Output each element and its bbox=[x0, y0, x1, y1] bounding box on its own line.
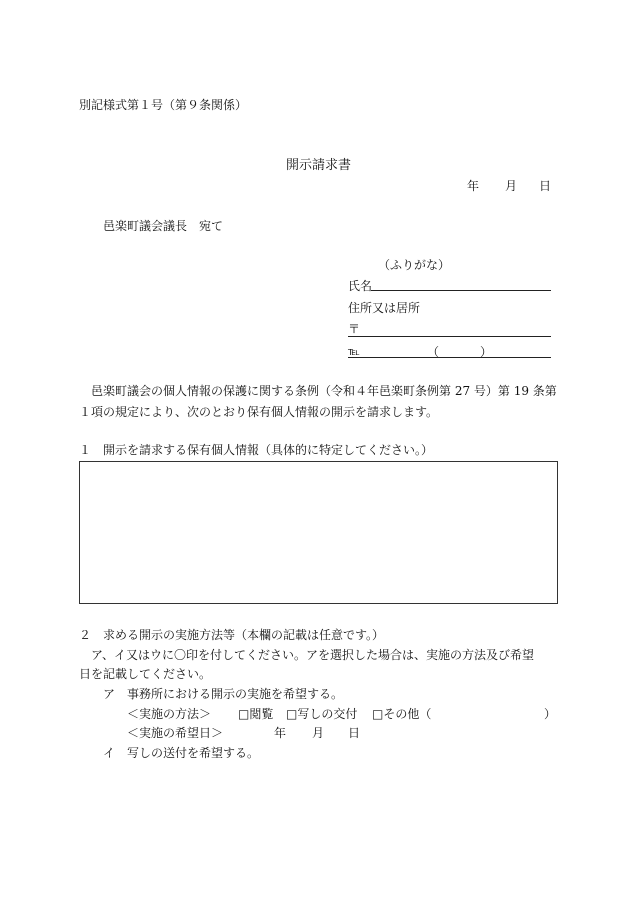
method-other-close: ） bbox=[544, 707, 557, 721]
date-month: 月 bbox=[505, 179, 518, 193]
section1-heading: １ 開示を請求する保有個人情報（具体的に特定してください。） bbox=[79, 443, 434, 457]
tel-paren-close: ） bbox=[480, 345, 493, 359]
method-label: ＜実施の方法＞ bbox=[127, 707, 212, 721]
option-b-label[interactable]: イ 写しの送付を希望する。 bbox=[103, 746, 260, 760]
preferred-date-label: ＜実施の希望日＞ bbox=[127, 726, 224, 740]
date-day: 日 bbox=[539, 179, 552, 193]
option-a-label[interactable]: ア 事務所における開示の実施を希望する。 bbox=[103, 687, 344, 701]
section2-heading: ２ 求める開示の実施方法等（本欄の記載は任意です。） bbox=[79, 628, 385, 642]
preferred-date-year: 年 bbox=[274, 726, 287, 740]
addressee: 邑楽町議会議長 宛て bbox=[103, 219, 224, 233]
intro-line-1: 邑楽町議会の個人情報の保護に関する条例（令和４年邑楽町条例第 27 号）第 19 条第 bbox=[91, 384, 557, 398]
tel-field-line[interactable] bbox=[348, 357, 551, 358]
requested-info-field[interactable] bbox=[79, 461, 558, 604]
name-field-line[interactable] bbox=[371, 290, 551, 291]
furigana-label: （ふりがな） bbox=[378, 258, 451, 272]
method-inspect-checkbox[interactable]: □閲覧 bbox=[238, 707, 274, 721]
preferred-date-day: 日 bbox=[348, 726, 361, 740]
name-label: 氏名 bbox=[348, 279, 373, 293]
form-reference: 別記様式第１号（第９条関係） bbox=[79, 98, 248, 112]
address-field-line[interactable] bbox=[348, 336, 551, 337]
date-year: 年 bbox=[467, 179, 480, 193]
intro-line-2: １項の規定により、次のとおり保有個人情報の開示を請求します。 bbox=[79, 405, 439, 419]
tel-mark: ℡ bbox=[348, 345, 360, 358]
method-other-checkbox[interactable]: □その他（ bbox=[372, 707, 432, 721]
section2-note-line-2: 日を記載してください。 bbox=[79, 667, 212, 681]
document-title: 開示請求書 bbox=[286, 158, 352, 173]
preferred-date-month: 月 bbox=[312, 726, 325, 740]
method-copy-checkbox[interactable]: □写しの交付 bbox=[286, 707, 358, 721]
section2-note-line-1: ア、イ又はウに〇印を付してください。アを選択した場合は、実施の方法及び希望 bbox=[91, 648, 535, 662]
address-label: 住所又は居所 bbox=[348, 301, 421, 315]
tel-paren-open: （ bbox=[427, 345, 440, 359]
postal-mark: 〒 bbox=[348, 322, 361, 336]
